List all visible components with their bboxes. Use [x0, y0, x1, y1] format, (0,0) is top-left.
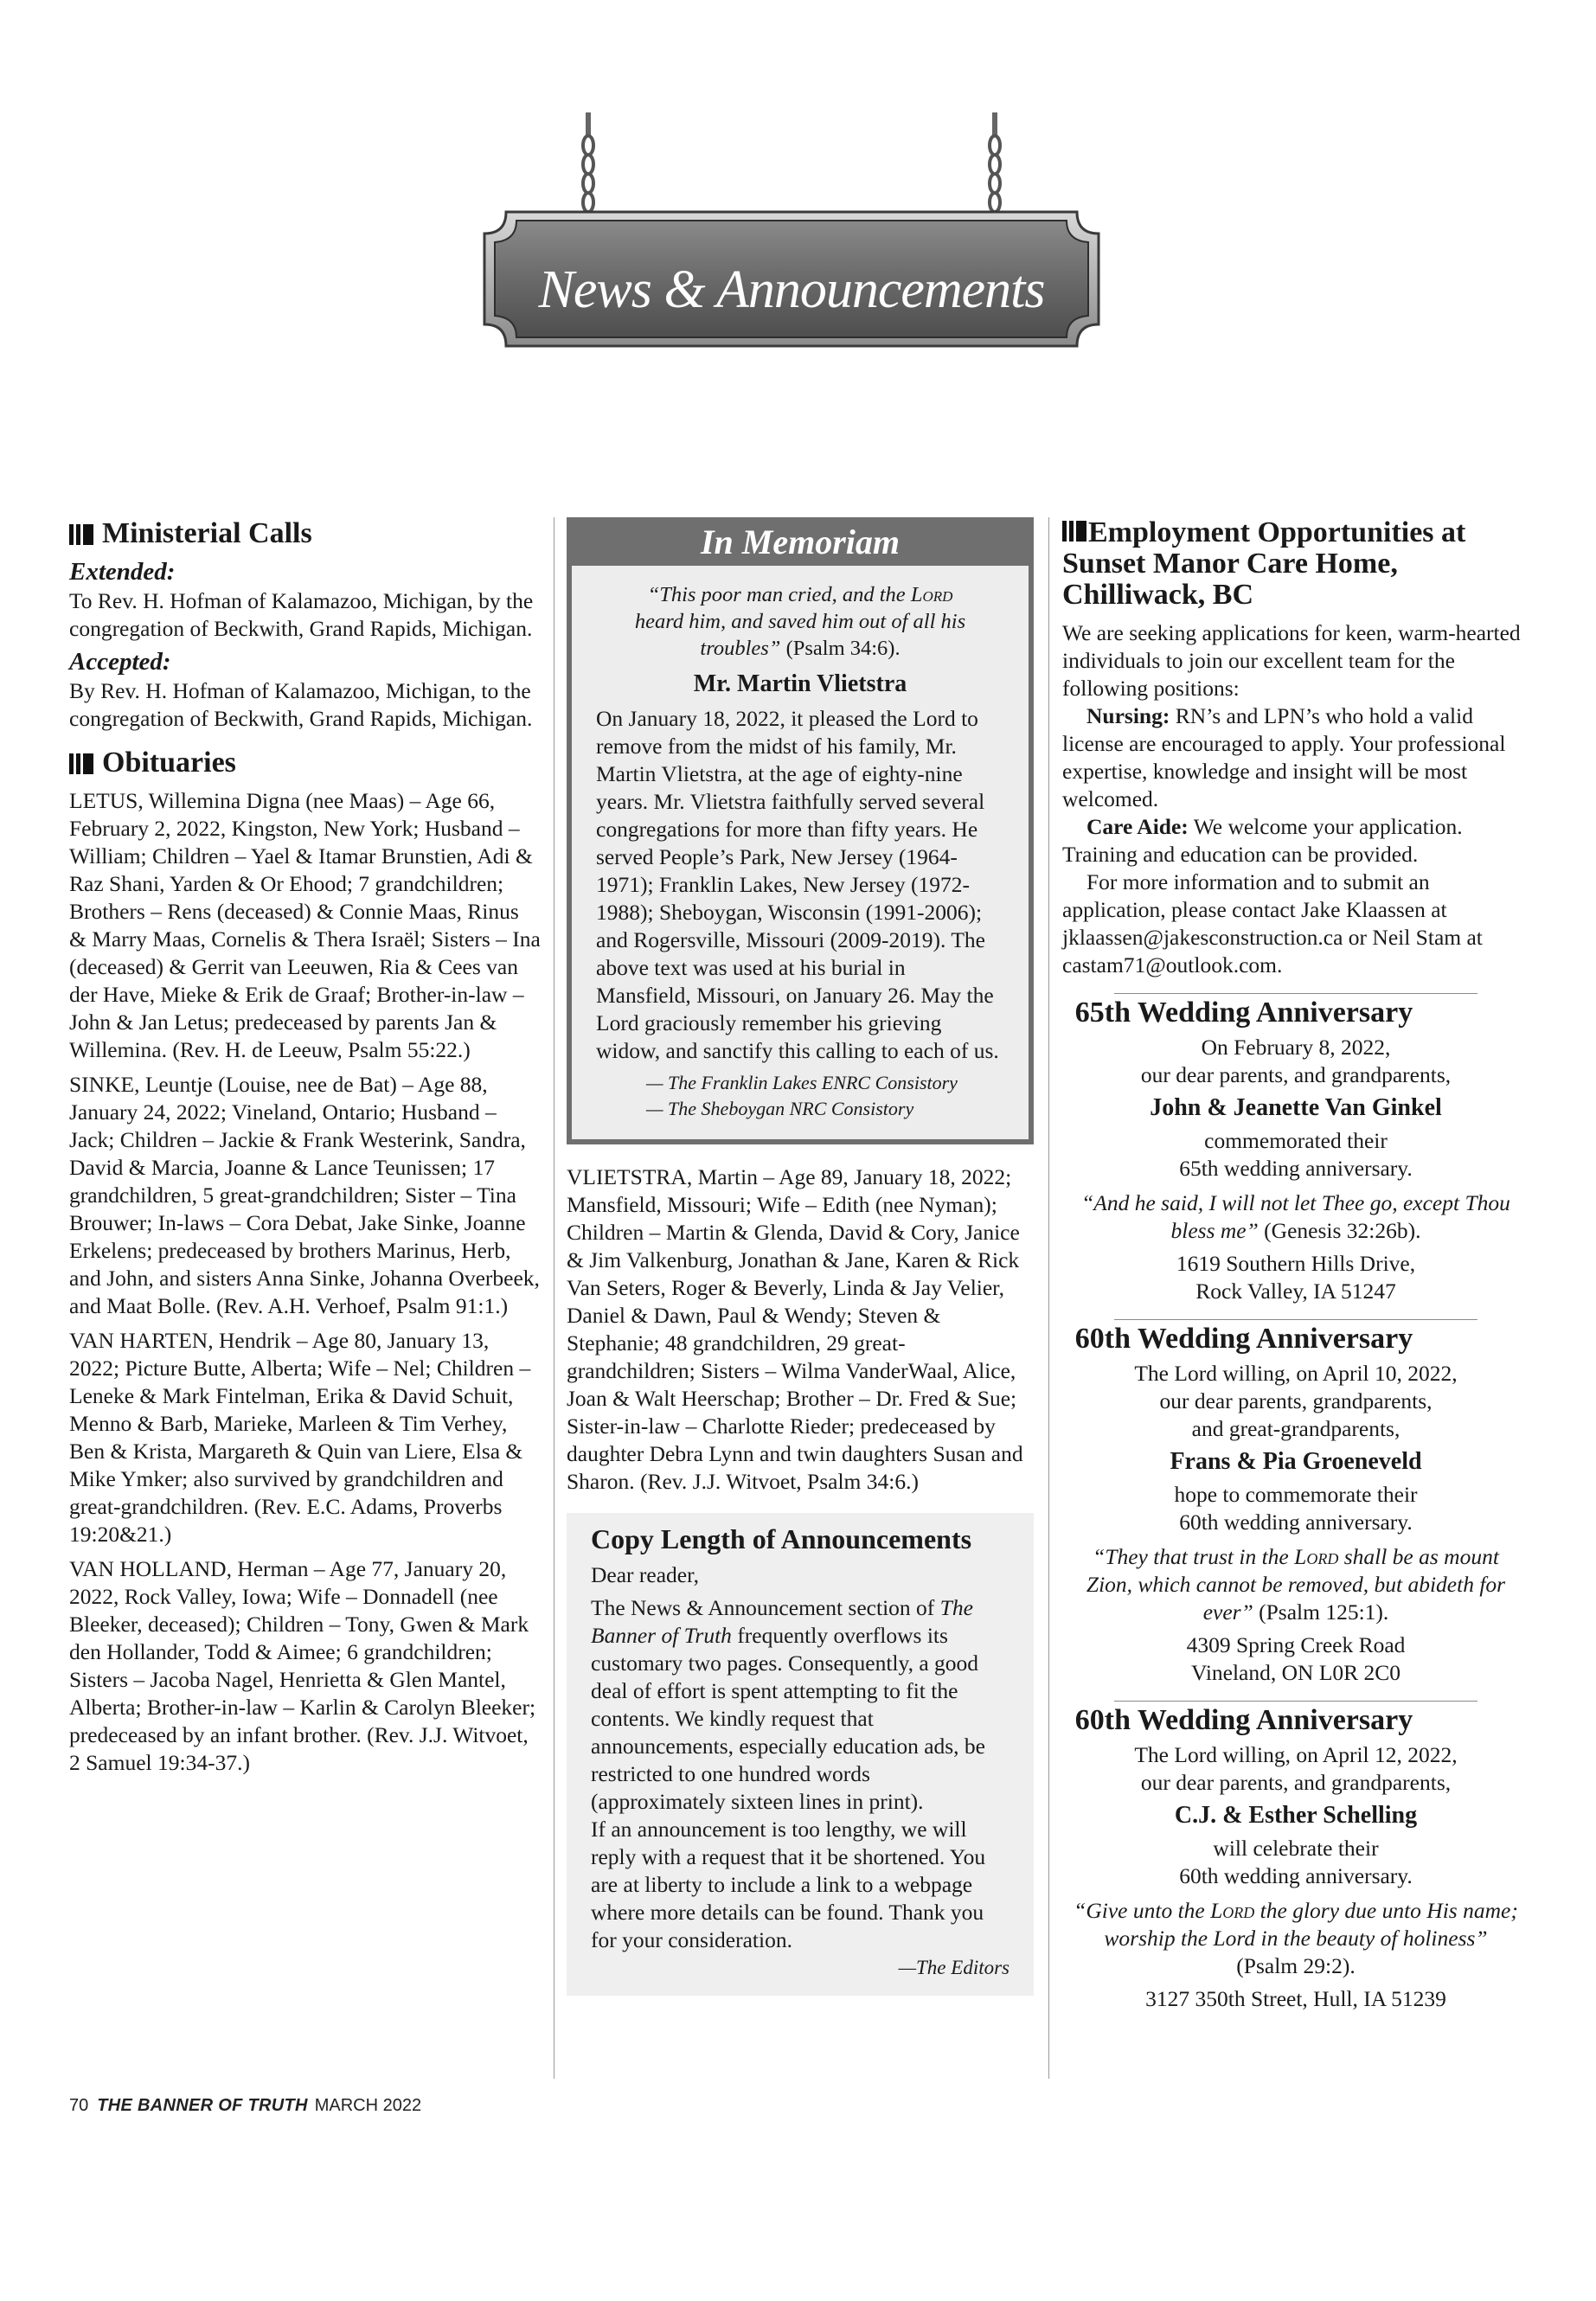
- magazine-name: THE BANNER OF TRUTH: [97, 2096, 308, 2115]
- anniversary-action-line: 60th wedding anniversary.: [1179, 1509, 1413, 1535]
- page-footer: [69, 2096, 421, 2116]
- in-memoriam-heading: In Memoriam: [572, 522, 1029, 566]
- anniversary-intro-line: our dear parents, and grandparents,: [1140, 1770, 1452, 1795]
- divider-rule: [1114, 1701, 1477, 1702]
- memoriam-signature-2: — The Sheboygan NRC Consistory: [646, 1098, 914, 1119]
- vlietstra-obituary: VLIETSTRA, Martin – Age 89, January 18, 2022; Mansfield, Missouri; Wife – Edith (nee Nyman); Children – Martin & Glenda, David & Cory, Janice & Jim Valkenburg, Jonathan & Jane, Karen & Rick Van Seters, Roger & Beverly, Linda & Jay Velier, Daniel & Dawn, Paul & Wendy; Steven & Stephanie; 48 grandchildren, 29 great-grandchildren; Sisters – Wilma VanderWaal, Alice, Joan & Walt Heerschap; Brother – Dr. Fred & Sue; Sister-in-law – Charlotte Rieder; predeceased by daughter Debra Lynn and twin daughters Susan and Sharon. (Rev. J.J. Witvoet, Psalm 34:6.): [567, 1164, 1023, 1494]
- anniversary-action-line: commemorated their: [1204, 1128, 1388, 1153]
- extended-label: Extended:: [69, 558, 176, 586]
- right-column: [1062, 517, 1529, 2013]
- copy-length-greeting: Dear reader,: [591, 1562, 699, 1587]
- in-memoriam-box: [567, 517, 1034, 1144]
- anniversary-block: [1062, 1360, 1529, 1687]
- accepted-text: By Rev. H. Hofman of Kalamazoo, Michigan, to the congregation of Beckwith, Grand Rapids, Michigan.: [69, 678, 533, 731]
- anniversary-intro-line: The Lord willing, on April 10, 2022,: [1134, 1361, 1458, 1386]
- divider-rule: [1114, 993, 1477, 994]
- extended-text: To Rev. H. Hofman of Kalamazoo, Michigan, by the congregation of Beckwith, Grand Rapids, Michigan.: [69, 588, 534, 641]
- copy-length-paragraph-2: If an announcement is too lengthy, we will reply with a request that it be shortened. You are at liberty to include a link to a webpage where more details can be found. Thank you for your consideration.: [591, 1817, 986, 1952]
- obituary-entry: VAN HOLLAND, Herman – Age 77, January 20, 2022, Rock Valley, Iowa; Wife – Donnadell (nee Bleeker, deceased); Children – Tony, Gwen & Mark den Hollander, Todd & Aimee; 6 grandchildren; Sisters – Jacoba Nagel, Henrietta & Glen Mantel, Alberta; Brother-in-law – Karlin & Carolyn Bleeker; predeceased by an infant brother. (Rev. J.J. Witvoet, 2 Samuel 19:34-37.): [69, 1556, 536, 1775]
- hook-right: [992, 112, 997, 135]
- obituary-entry: SINKE, Leuntje (Louise, nee de Bat) – Age 88, January 24, 2022; Vineland, Ontario; Husband – Jack; Children – Jackie & Frank Westerink, Sandra, David & Marcia, Joanne & Lance Teunissen; 17 grandchildren, 5 great-grandchildren; Sister – Tina Brouwer; In-laws – Cora Debat, Jake Sinke, Joanne Erkelens; predeceased by brothers Marinus, Herb, and John, and sisters Anna Sinke, Johanna Overbeek, and Maat Bolle. (Rev. A.H. Verhoef, Psalm 91:1.): [69, 1072, 540, 1318]
- chain-right: [990, 136, 1000, 212]
- divider-rule: [1114, 1319, 1477, 1320]
- memoriam-verse: “This poor man cried, and the Lord heard him, and saved him out of all his troubles” (Psalm 34:6).: [634, 583, 966, 660]
- anniversary-block: [1062, 1034, 1529, 1305]
- anniversary-verse: “They that trust in the Lord shall be as mount Zion, which cannot be removed, but abideth for ever” (Psalm 125:1).: [1086, 1544, 1506, 1625]
- page-title: News & Announcements: [538, 260, 1045, 319]
- anniversary-verse: “Give unto the Lord the glory due unto His name; worship the Lord in the beauty of holiness” (Psalm 29:2).: [1074, 1898, 1518, 1978]
- obituaries-heading: Obituaries: [69, 747, 541, 782]
- anniversary-intro-line: and great-grandparents,: [1191, 1416, 1401, 1441]
- anniversary-address-line: 3127 350th Street, Hull, IA 51239: [1145, 1986, 1446, 2011]
- anniversary-intro-line: On February 8, 2022,: [1201, 1035, 1391, 1060]
- anniversary-intro-line: our dear parents, and grandparents,: [1140, 1062, 1452, 1087]
- anniversary-address-line: Vineland, ON L0R 2C0: [1190, 1660, 1401, 1685]
- copy-length-signature: —The Editors: [898, 1957, 1010, 1978]
- anniversary-action-line: 60th wedding anniversary.: [1179, 1863, 1413, 1888]
- employment-intro: We are seeking applications for keen, warm-hearted individuals to join our excellent team for the following positions:: [1062, 620, 1521, 701]
- obituary-entry: VAN HARTEN, Hendrik – Age 80, January 13, 2022; Picture Butte, Alberta; Wife – Nel; Children – Leneke & Mark Fintelman, Erika & David Schuit, Menno & Barb, Marieke, Marleen & Tim Verhey, Ben & Krista, Margareth & Quin van Liere, Elsa & Mike Ymker; also survived by grandchildren and great-grandchildren. (Rev. E.C. Adams, Proverbs 19:20&21.): [69, 1328, 531, 1547]
- header-sign: [480, 112, 1103, 355]
- employment-contact: For more information and to submit an application, please contact Jake Klaassen at jklaassen@jakesconstruction.ca or Neil Stam at castam71@outlook.com.: [1062, 869, 1483, 977]
- section-bars-icon: [69, 749, 95, 782]
- copy-length-box: [567, 1513, 1034, 1996]
- anniversary-action-line: will celebrate their: [1213, 1836, 1379, 1861]
- anniversary-block: [1062, 1741, 1529, 2013]
- page-number: 70: [69, 2096, 89, 2115]
- issue-date: MARCH 2022: [314, 2096, 422, 2115]
- employment-care-aide: Care Aide: We welcome your application. Training and education can be provided.: [1062, 814, 1463, 867]
- section-bars-icon: [1062, 516, 1088, 548]
- anniversary-title: 60th Wedding Anniversary: [1074, 1323, 1413, 1355]
- column-divider: [1048, 517, 1049, 2079]
- memoriam-name: Mr. Martin Vlietstra: [693, 670, 907, 697]
- ministerial-heading: Ministerial Calls: [69, 517, 541, 553]
- anniversary-title: 60th Wedding Anniversary: [1074, 1704, 1413, 1736]
- anniversary-intro-line: our dear parents, grandparents,: [1159, 1388, 1433, 1413]
- left-column: [69, 517, 541, 1784]
- copy-length-title: Copy Length of Announcements: [591, 1523, 972, 1554]
- employment-heading: Employment Opportunities at Sunset Manor Care Home, Chilliwack, BC: [1062, 516, 1466, 611]
- accepted-label: Accepted:: [69, 648, 171, 676]
- anniversary-address-line: 1619 Southern Hills Drive,: [1176, 1251, 1416, 1276]
- employment-nursing: Nursing: RN’s and LPN’s who hold a valid license are encouraged to apply. Your professional expertise, knowledge and insight will be most welcomed.: [1062, 703, 1506, 811]
- anniversary-action-line: 65th wedding anniversary.: [1179, 1156, 1413, 1181]
- anniversary-names: C.J. & Esther Schelling: [1174, 1802, 1418, 1829]
- memoriam-signature-1: — The Franklin Lakes ENRC Consistory: [646, 1072, 958, 1093]
- anniversary-names: John & Jeanette Van Ginkel: [1150, 1094, 1442, 1121]
- chain-left: [583, 136, 593, 212]
- anniversary-intro-line: The Lord willing, on April 12, 2022,: [1134, 1742, 1458, 1767]
- anniversary-address-line: Rock Valley, IA 51247: [1195, 1279, 1396, 1304]
- copy-length-paragraph-1: The News & Announcement section of The Banner of Truth frequently overflows its customary two pages. Consequently, a good deal of effort is spent attempting to fit the contents. We kindly request that announcements, especially education ads, be restricted to one hundred words (approximately sixteen lines in print).: [591, 1595, 985, 1814]
- anniversary-names: Frans & Pia Groeneveld: [1170, 1448, 1422, 1475]
- obituary-entry: LETUS, Willemina Digna (nee Maas) – Age 66, February 2, 2022, Kingston, New York; Husband – William; Children – Yael & Itamar Brunstien, Adi & Raz Shani, Yarden & Or Ehood; 7 grandchildren; Brothers – Rens (deceased) & Connie Maas, Rinus & Marry Maas, Cornelis & Thera Israël; Sisters – Ina (deceased) & Gerrit van Leeuwen, Ria & Cees van der Have, Mieke & Erik de Graaf; Brother-in-law – John & Jan Letus; predeceased by parents Jan & Willemina. (Rev. H. de Leeuw, Psalm 55:22.): [69, 788, 541, 1062]
- anniversary-address-line: 4309 Spring Creek Road: [1186, 1632, 1406, 1657]
- middle-column: [567, 517, 1034, 1996]
- anniversary-verse: “And he said, I will not let Thee go, except Thou bless me” (Genesis 32:26b).: [1081, 1190, 1510, 1243]
- hook-left: [586, 112, 591, 135]
- memoriam-body: On January 18, 2022, it pleased the Lord to remove from the midst of his family, Mr. Martin Vlietstra, at the age of eighty-nine years. Mr. Vlietstra faithfully served several congregations for more than fifty years. He served People’s Park, New Jersey (1964-1971); Franklin Lakes, New Jersey (1972-1988); Sheboygan, Wisconsin (1991-2006); and Rogersville, Missouri (2009-2019). The above text was used at his burial in Mansfield, Missouri, on January 26. May the Lord graciously remember his grieving widow, and sanctify this calling to each of us.: [596, 706, 999, 1063]
- anniversary-title: 65th Wedding Anniversary: [1074, 997, 1413, 1029]
- section-bars-icon: [69, 520, 95, 553]
- anniversary-action-line: hope to commemorate their: [1174, 1482, 1418, 1507]
